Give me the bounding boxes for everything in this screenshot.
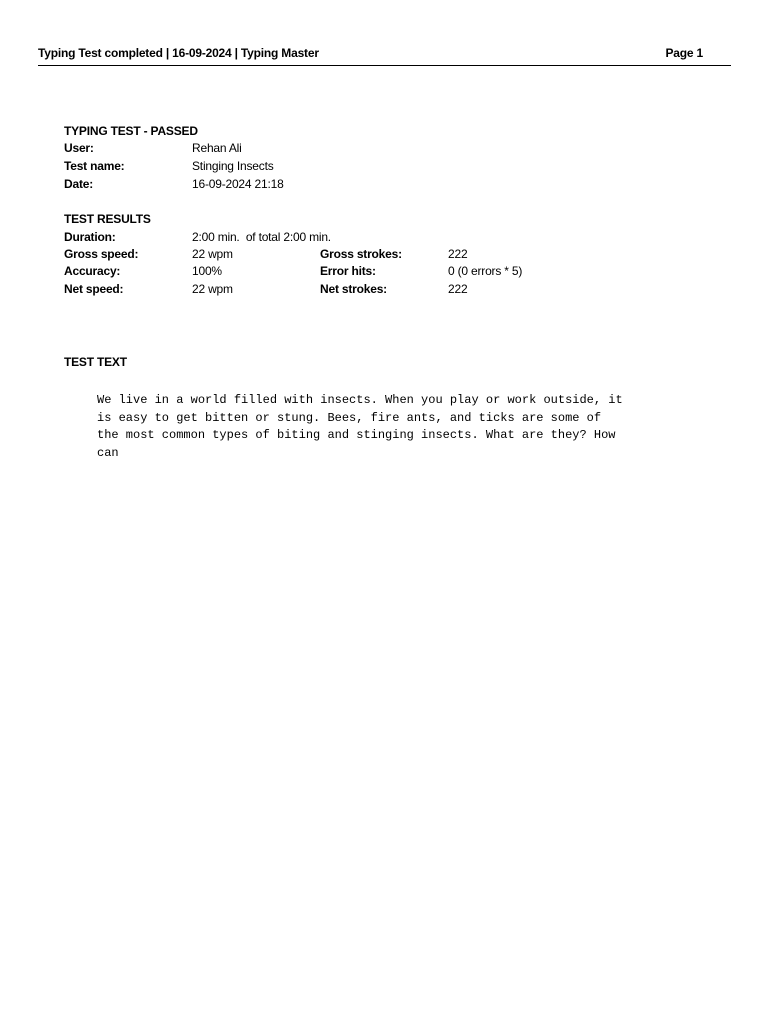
date-label: Date: (64, 177, 94, 191)
error-hits-label: Error hits: (320, 264, 376, 278)
net-strokes-value: 222 (448, 282, 468, 296)
duration-label: Duration: (64, 230, 116, 244)
gross-speed-value: 22 wpm (192, 247, 233, 261)
net-strokes-label: Net strokes: (320, 282, 387, 296)
results-heading: TEST RESULTS (64, 212, 151, 226)
header-title: Typing Test completed | 16-09-2024 | Typing Master (38, 46, 319, 60)
test-name-value: Stinging Insects (192, 159, 274, 173)
gross-speed-label: Gross speed: (64, 247, 139, 261)
accuracy-value: 100% (192, 264, 222, 278)
test-text-body: We live in a world filled with insects. When you play or work outside, it is easy to get bitten or stung. Bees, fire ants, and ticks are some of the most common types of biting and stinging insects. What are they? How can (97, 393, 623, 460)
net-speed-label: Net speed: (64, 282, 124, 296)
page-header (38, 46, 731, 66)
page-number: Page 1 (665, 46, 703, 60)
gross-strokes-label: Gross strokes: (320, 247, 402, 261)
test-name-label: Test name: (64, 159, 125, 173)
duration-value: 2:00 min. of total 2:00 min. (192, 230, 331, 244)
gross-strokes-value: 222 (448, 247, 468, 261)
net-speed-value: 22 wpm (192, 282, 233, 296)
user-label: User: (64, 141, 94, 155)
accuracy-label: Accuracy: (64, 264, 121, 278)
summary-heading: TYPING TEST - PASSED (64, 124, 198, 138)
error-hits-value: 0 (0 errors * 5) (448, 264, 523, 278)
user-value: Rehan Ali (192, 141, 242, 155)
date-value: 16-09-2024 21:18 (192, 177, 284, 191)
test-text-heading: TEST TEXT (64, 355, 127, 369)
